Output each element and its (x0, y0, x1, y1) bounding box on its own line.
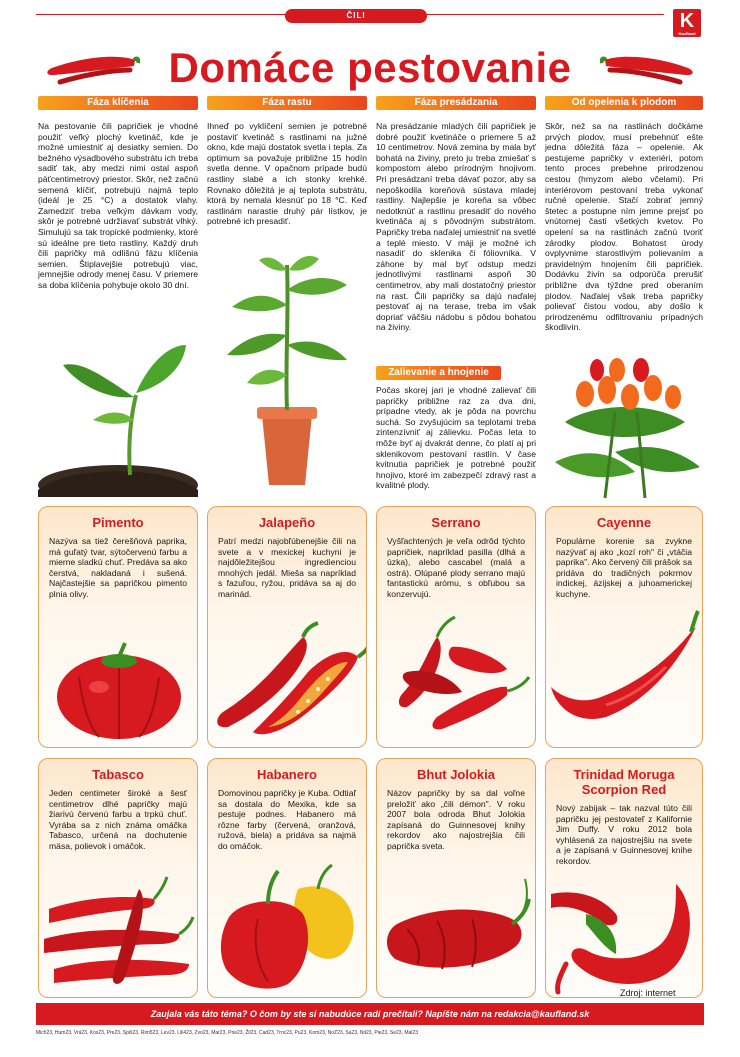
phase-heading-transplanting: Fáza presádzania (376, 96, 536, 110)
phase-text-growth: Ihneď po vyklíčení semien je potrebné postaviť kvetináč s rastlinami na južné okno, kde majú dostatok svetla i tepla. Za optimum sa považuje približne 15 hodín svetla denne. V opačnom prípade budú rastliny slabé a ich stonky krehké. Rovnako dôležitá je aj teplota substrátu, ktorá by nemala klesnúť po 18 °C. Keď rastlinám narastie druhý pár lístkov, je potrebné ich presadiť. (207, 121, 367, 227)
variety-card-bhut-jolokia (376, 758, 536, 998)
footer-banner: Zaujala vás táto téma? O čom by ste si nabudúce radi prečítali? Napíšte nám na redakcia@kaufland.sk (36, 1003, 704, 1025)
phase-heading-pollination: Od opelenia k plodom (545, 96, 703, 110)
variety-title: Cayenne (596, 515, 652, 530)
bhut-jolokia-pepper-image (377, 869, 536, 998)
habanero-pepper-image (208, 859, 367, 998)
cayenne-pepper-image (546, 607, 703, 747)
store-codes: Mich23, Hum23, Vrá23, Kos23, Pre23, Spiš23, Rim523, Lev23, Lili423, Zvo23, Mar23, Prie23, Žil23, Cad23, Trnc23, Pu23, Kom23, NoZ23, Sa23, Nit23, Pie23, Se23, Mal23 (36, 1030, 418, 1036)
variety-card-habanero (207, 758, 367, 998)
seedling-image (38, 325, 198, 497)
chili-pepper-icon-right (600, 46, 700, 86)
variety-card-pimento (38, 506, 198, 748)
section-tab: ČILI (285, 9, 427, 23)
image-source: Zdroj: internet (620, 988, 676, 998)
phase-text-pollination: Skôr, než sa na rastlinách dočkáme prvých plodov, musí prebehnúť ešte jedna dôležitá fáza – opelenie. Ak pestujeme papričky v exteriéri, potom tento proces prebehne prirodzenou cestou (hmyzom alebo včelami). Pri interiérovom pestovaní treba vykonať ručné opelenie. Stačí zobrať jemný štetec a postupne ním jemne prejsť po vnútornej časti všetkých kvetov. Po opelení sa na rastlinách začnú tvoriť zárodky plodov. Bohatost úrody ovplyvnime starostlivým polievaním a pravidelným hnojením čili papričiek. Dodávku živín sa odporúča prerušiť približne dva týždne pred oberaním plodov. Naďalej však treba papričky polievať čistou vodou, aby došlo k prirodzenému odfiltrovaniu prípadných škodlivín. (545, 121, 703, 333)
potted-plant-image (207, 245, 367, 495)
phase-text-germination: Na pestovanie čili papričiek je vhodné použiť veľký plochý kvetináč, kde je možné umiestniť aj desiatky semien. Do bežného výsadbového substrátu ich treba sadiť tak, aby medzi nimi ostal aspoň päťcentimetrový priestor. Skôr, než začnú semená klíčiť, potrebujú najmä teplo (ideál je 25 °C) a dostatok vlahy. Zamedziť treba veľkým dávkam vody, skôr je potrebné udržiavať substrát vlhký. Simulujú sa tak tropické podmienky, ktoré sú ideálne pre tieto rastliny. Každý druh čili papričky má odlišnú fázu klíčenia semien. Štiplavejšie potrebujú viac, jemnejšie odrody menej času. V priemere sa doba klíčenia pohybuje okolo 30 dní. (38, 121, 198, 290)
variety-card-cayenne (545, 506, 703, 748)
serrano-pepper-image (377, 607, 536, 747)
jalapeno-pepper-image (208, 617, 367, 747)
watering-text: Počas skorej jari je vhodné zalievať čili papričky približne raz za dva dni, prípadne vtedy, ak je pôda na povrchu suchá. So zvyšujúcim sa teplotami treba zintenzívniť aj zálievku. Počas leta to môže byť aj dvakrát denne, čo platí aj pri sklenikovom pestovaní rastlín. V čase kvitnutia papričiek je potrebné použiť hnojivo, ktoré im zabezpečí zdravý rast a kvalitné plody. (376, 385, 536, 491)
variety-text: Domovinou papričky je Kuba. Odtiaľ sa dostala do Mexika, kde sa pestuje podnes. Habanero má rôzne farby (červená, oranžová, ružová, biela) a pridáva sa najmä do omáčok. (218, 788, 356, 851)
variety-text: Jeden centimeter široké a šesť centimetrov dlhé papričky majú žiarivú červenú farbu a trpkú chuť. Vyrába sa z nich známa omáčka Tabasco, určená na dochutenie mäsa, polievok i omáčok. (49, 788, 187, 851)
phase-heading-germination: Fáza klíčenia (38, 96, 198, 110)
variety-title: Habanero (257, 767, 317, 782)
variety-title: Trinidad Moruga Scorpion Red (573, 767, 675, 797)
variety-title: Tabasco (92, 767, 144, 782)
variety-text: Vyšľachtených je veľa odrôd týchto papričiek, napríklad pasilla (dlhá a úzka), alebo cascabel (malá a ostrá). Olúpané plody serrano majú fantastickú arómu, s obľubou sa konzervujú. (387, 536, 525, 599)
variety-card-jalapeno (207, 506, 367, 748)
variety-text: Populárne korenie sa zvykne nazývať aj ako „kozí roh" či „vtáčia paprika". Ako červený čili prášok sa pridáva do tradičných pokrmov indickej, ázijskej a juhoamerickej kuchyne. (556, 536, 692, 599)
fruiting-plant-image (545, 352, 703, 498)
phase-text-transplanting: Na presádzanie mladých čili papričiek je dobré použiť kvetináče o priemere 5 až 10 centimetrov. Nová zemina by mala byť bohatá na živiny, preto ju treba zmiešať s kompostom alebo prírodným hnojivom. Pri presádzaní treba dávať pozor, aby sa nepoškodila koreňová sústava mladej rastliny. Najlepšie je koreňa sa vôbec nedotknúť a rastlinu presadiť do nového kvetináča aj s pôvodným substrátom. Papričky treba naďalej umiestniť na svetlé a teplé miesto. V máji je možné ich nasadiť do sklenika či fóliovníka. V záhone by mal byť odstup medzi jednotlivými rastlinami aspoň 30 centimetrov, aby mali dostatočný priestor na rast. Čili papričky sa dajú naďalej pestovať aj na terase, treba im však dopriať väčšiu nádobu s pôdou bohatou na živiny. (376, 121, 536, 333)
watering-heading: Zalievanie a hnojenie (376, 366, 501, 380)
phase-heading-growth: Fáza rastu (207, 96, 367, 110)
variety-text: Názov papričky by sa dal voľne preložiť ako „čili démon". V roku 2007 bola odroda Bhut Jolokia zapísaná do Guinnesovej knihy rekordov ako najostrejšia čili paprička sveta. (387, 788, 525, 851)
variety-text: Nazýva sa tiež čerešňová paprika, má guľatý tvar, sýtočervenú farbu a mierne sladkú chuť. Predáva sa ako čerstvá, nakladaná i sušená. Najčastejšie sa papričkou pimento plnia olivy. (49, 536, 187, 599)
variety-title: Bhut Jolokia (416, 767, 495, 782)
variety-card-tabasco (38, 758, 198, 998)
variety-card-serrano (376, 506, 536, 748)
pimento-pepper-image (39, 637, 198, 747)
tabasco-pepper-image (39, 869, 198, 998)
variety-title: Jalapeño (258, 515, 316, 530)
trinidad-moruga-pepper-image (546, 874, 703, 998)
variety-text: Nový zabijak – tak nazval túto čili papričku jej pestovateľ z Kalifornie Jim Duffy. V roku 2012 bola vyhlásená za najostrejšiu na svete a je zapísaná v Guinnesovej knihe rekordov. (556, 803, 692, 866)
variety-card-trinidad-moruga (545, 758, 703, 998)
variety-title: Serrano (431, 515, 481, 530)
kaufland-logo: K Kaufland (673, 9, 701, 37)
variety-text: Patrí medzi najobľúbenejšie čili na svete a v mexickej kuchyni je najdôležitejšou ingredienciou mnohých jedál. Mieša sa napríklad s fazuľou, ryžou, pridáva sa aj do marinád. (218, 536, 356, 599)
page-title: Domáce pestovanie (168, 44, 572, 91)
variety-title: Pimento (92, 515, 144, 530)
